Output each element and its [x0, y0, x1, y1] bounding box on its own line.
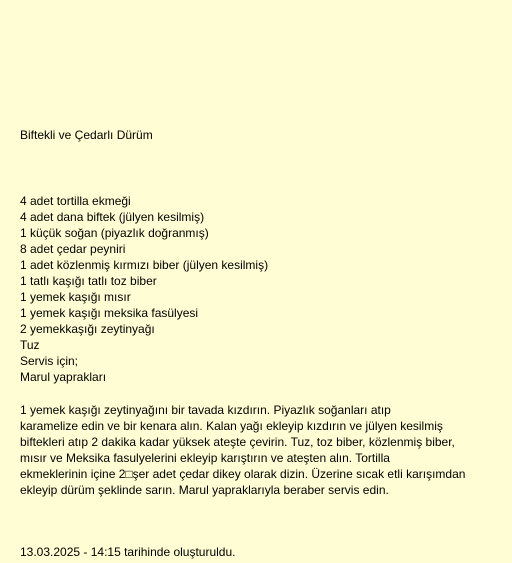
ingredient-item: 1 yemek kaşığı meksika fasülyesi: [20, 306, 199, 320]
instruction-line: karamelize edin ve bir kenara alın. Kalan yağı ekleyip kızdırın ve jülyen kesilmiş: [20, 419, 443, 433]
recipe-title: Biftekli ve Çedarlı Dürüm: [20, 128, 153, 142]
ingredient-item: 1 küçük soğan (piyazlık doğranmış): [20, 226, 209, 240]
ingredient-list: [20, 193, 268, 385]
ingredient-item: 8 adet çedar peyniri: [20, 242, 126, 256]
instruction-line: ekmeklerinin içine 2□şer adet çedar dikey olarak dizin. Üzerine sıcak etli karışımdan: [20, 467, 466, 481]
instruction-line: mısır ve Meksika fasulyelerini ekleyip karıştırın ve ateşten alın. Tortilla: [20, 451, 390, 465]
ingredient-item: Tuz: [20, 338, 40, 352]
ingredient-item: 2 yemekkaşığı zeytinyağı: [20, 322, 155, 336]
instruction-line: ekleyip dürüm şeklinde sarın. Marul yapraklarıyla beraber servis edin.: [20, 483, 389, 497]
ingredient-item: 1 tatlı kaşığı tatlı toz biber: [20, 274, 157, 288]
ingredient-item: 1 adet közlenmiş kırmızı biber (jülyen kesilmiş): [20, 258, 269, 272]
ingredient-item: 1 yemek kaşığı mısır: [20, 290, 131, 304]
instruction-line: biftekleri atıp 2 dakika kadar yüksek ateşte çevirin. Tuz, toz biber, közlenmiş biber,: [20, 435, 455, 449]
instruction-line: 1 yemek kaşığı zeytinyağını bir tavada kızdırın. Piyazlık soğanları atıp: [20, 403, 391, 417]
ingredient-item: 4 adet dana biftek (jülyen kesilmiş): [20, 210, 205, 224]
ingredient-item: 4 adet tortilla ekmeği: [20, 194, 131, 208]
ingredient-item: Marul yaprakları: [20, 370, 107, 384]
created-timestamp: 13.03.2025 - 14:15 tarihinde oluşturuldu.: [20, 545, 236, 559]
recipe-instructions: [20, 402, 490, 498]
ingredient-item: Servis için;: [20, 354, 79, 368]
